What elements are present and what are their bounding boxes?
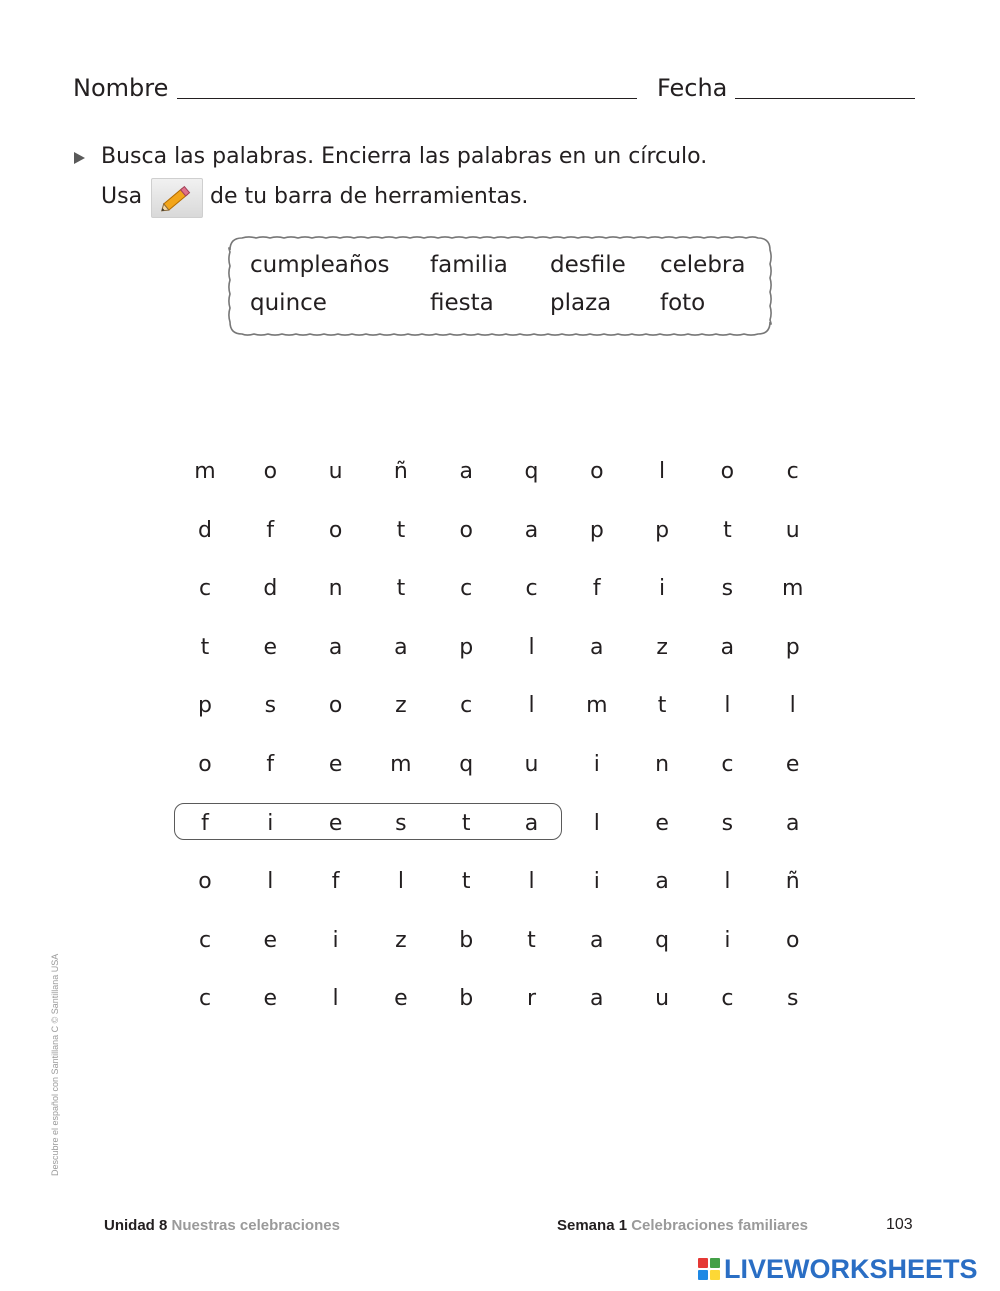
grid-letter[interactable]: s [786, 986, 799, 1012]
grid-letter[interactable]: m [781, 576, 804, 602]
grid-letter[interactable]: z [395, 927, 407, 953]
grid-letter[interactable]: c [198, 576, 212, 602]
grid-letter[interactable]: l [724, 693, 731, 719]
grid-letter[interactable]: f [266, 517, 275, 543]
grid-letter[interactable]: s [721, 810, 734, 836]
grid-letter[interactable]: n [655, 752, 670, 777]
grid-letter[interactable]: s [264, 693, 277, 719]
grid-letter[interactable]: e [328, 752, 343, 777]
grid-letter[interactable]: u [785, 517, 800, 543]
grid-letter[interactable]: c [198, 986, 212, 1012]
instruction-line-2: de tu barra de herramientas. [210, 184, 529, 209]
copyright-text: Descubre el español con Santillana C © Santillana USA [50, 953, 60, 1176]
grid-letter[interactable]: u [524, 752, 539, 777]
grid-letter[interactable]: i [593, 752, 600, 777]
unit-title: Nuestras celebraciones [171, 1217, 340, 1234]
grid-letter[interactable]: e [394, 986, 408, 1012]
grid-letter[interactable]: i [724, 927, 731, 953]
grid-letter[interactable]: r [526, 986, 537, 1012]
grid-letter[interactable]: e [655, 810, 669, 836]
grid-letter[interactable]: b [459, 986, 474, 1012]
grid-letter[interactable]: t [396, 576, 406, 602]
grid-letter[interactable]: d [263, 576, 278, 602]
word-bank-item: desfile [550, 252, 626, 278]
grid-letter[interactable]: o [590, 459, 604, 484]
name-label: Nombre [73, 74, 169, 102]
date-label: Fecha [657, 74, 728, 102]
date-field[interactable] [735, 98, 915, 99]
grid-letter[interactable]: p [459, 634, 474, 660]
grid-letter[interactable]: n [328, 576, 343, 602]
grid-letter[interactable]: t [723, 517, 732, 543]
grid-letter[interactable]: o [328, 517, 343, 543]
grid-letter[interactable]: o [785, 927, 800, 953]
grid-letter[interactable]: t [200, 634, 210, 660]
grid-letter[interactable]: z [395, 693, 407, 719]
grid-letter[interactable]: t [461, 869, 471, 895]
grid-letter[interactable]: a [655, 869, 669, 895]
brand-name: LIVEWORKSHEETS [724, 1253, 978, 1284]
grid-letter[interactable]: l [724, 869, 731, 895]
grid-letter[interactable]: t [396, 517, 406, 543]
grid-letter[interactable]: o [328, 693, 343, 719]
grid-letter[interactable]: i [332, 927, 339, 953]
grid-letter[interactable]: f [331, 869, 340, 895]
grid-letter[interactable]: t [527, 927, 536, 953]
grid-letter[interactable]: l [593, 810, 600, 836]
grid-letter[interactable]: d [198, 517, 212, 543]
pencil-tool-button [151, 178, 203, 218]
grid-letter[interactable]: a [590, 986, 604, 1012]
grid-letter[interactable]: a [720, 634, 735, 660]
grid-letter[interactable]: f [266, 752, 275, 777]
logo-squares-icon [698, 1258, 720, 1280]
grid-letter[interactable]: a [524, 810, 539, 836]
grid-letter[interactable]: t [461, 810, 471, 836]
grid-letter[interactable]: l [397, 869, 404, 895]
word-bank-border [226, 234, 774, 338]
grid-letter[interactable]: b [459, 927, 474, 953]
grid-letter[interactable]: m [390, 752, 412, 777]
grid-letter[interactable]: q [655, 927, 670, 953]
grid-letter[interactable]: m [194, 459, 216, 484]
grid-letter[interactable]: l [267, 869, 274, 895]
grid-letter[interactable]: a [394, 634, 408, 660]
grid-letter[interactable]: u [655, 986, 670, 1012]
word-bank-item: cumpleaños [250, 252, 390, 278]
grid-letter[interactable]: e [263, 986, 278, 1012]
grid-letter[interactable]: ñ [785, 869, 800, 895]
grid-letter[interactable]: a [590, 634, 604, 660]
grid-letter[interactable]: e [328, 810, 343, 836]
grid-letter[interactable]: c [721, 752, 734, 777]
grid-letter[interactable]: a [785, 810, 800, 836]
grid-letter[interactable]: f [592, 576, 601, 602]
instruction-use-label: Usa [101, 184, 143, 209]
word-bank-item: plaza [550, 290, 612, 316]
bullet-arrow-icon [74, 152, 85, 164]
instruction-line-1: Busca las palabras. Encierra las palabras en un círculo. [101, 144, 708, 169]
grid-letter[interactable]: c [721, 986, 734, 1012]
week-title: Celebraciones familiares [631, 1217, 808, 1234]
grid-letter[interactable]: l [789, 693, 796, 719]
grid-letter[interactable]: q [524, 459, 539, 484]
grid-letter[interactable]: l [659, 459, 666, 484]
grid-letter[interactable]: e [785, 752, 800, 777]
pencil-icon [152, 179, 202, 217]
grid-letter[interactable]: o [459, 517, 473, 543]
grid-letter[interactable]: p [589, 517, 604, 543]
grid-letter[interactable]: f [201, 810, 209, 836]
grid-letter[interactable]: a [459, 459, 473, 484]
grid-letter[interactable]: a [590, 927, 604, 953]
grid-letter[interactable]: l [528, 869, 535, 895]
grid-letter[interactable]: e [263, 634, 278, 660]
liveworksheets-logo[interactable] [698, 1254, 978, 1284]
grid-letter[interactable]: o [720, 459, 735, 484]
grid-letter[interactable]: o [198, 869, 212, 895]
footer-unit [104, 1217, 340, 1234]
grid-letter[interactable]: l [332, 986, 339, 1012]
unit-label: Unidad 8 [104, 1217, 168, 1234]
grid-letter[interactable]: s [721, 576, 734, 602]
grid-letter[interactable]: o [263, 459, 278, 484]
grid-letter[interactable]: c [786, 459, 799, 484]
grid-letter[interactable]: l [528, 634, 535, 660]
word-bank-item: foto [660, 290, 706, 316]
grid-letter[interactable]: c [525, 576, 538, 602]
found-word-circle [174, 803, 562, 840]
grid-letter[interactable]: c [198, 927, 212, 953]
grid-letter[interactable]: s [395, 810, 407, 836]
word-bank-item: fiesta [430, 290, 494, 316]
grid-letter[interactable]: q [459, 752, 474, 777]
grid-letter[interactable]: m [586, 693, 608, 719]
word-bank-item: quince [250, 290, 327, 316]
grid-letter[interactable]: z [656, 634, 668, 660]
grid-letter[interactable]: i [659, 576, 666, 602]
week-label: Semana 1 [557, 1217, 628, 1234]
grid-letter[interactable]: e [263, 927, 278, 953]
grid-letter[interactable]: i [593, 869, 600, 895]
grid-letter[interactable]: p [785, 634, 800, 660]
word-bank-item: familia [430, 252, 508, 278]
grid-letter[interactable]: l [528, 693, 535, 719]
grid-letter[interactable]: i [267, 810, 274, 836]
grid-letter[interactable]: p [198, 693, 212, 719]
grid-letter[interactable]: a [524, 517, 539, 543]
page-number: 103 [886, 1216, 913, 1233]
name-field[interactable] [177, 98, 637, 99]
grid-letter[interactable]: o [198, 752, 212, 777]
grid-letter[interactable]: c [460, 576, 473, 602]
grid-letter[interactable]: a [328, 634, 343, 660]
grid-letter[interactable]: t [657, 693, 667, 719]
grid-letter[interactable]: u [328, 459, 343, 484]
word-bank-item: celebra [660, 252, 746, 278]
footer-week [557, 1217, 808, 1234]
grid-letter[interactable]: c [460, 693, 473, 719]
grid-letter[interactable]: ñ [393, 459, 408, 484]
grid-letter[interactable]: p [655, 517, 670, 543]
